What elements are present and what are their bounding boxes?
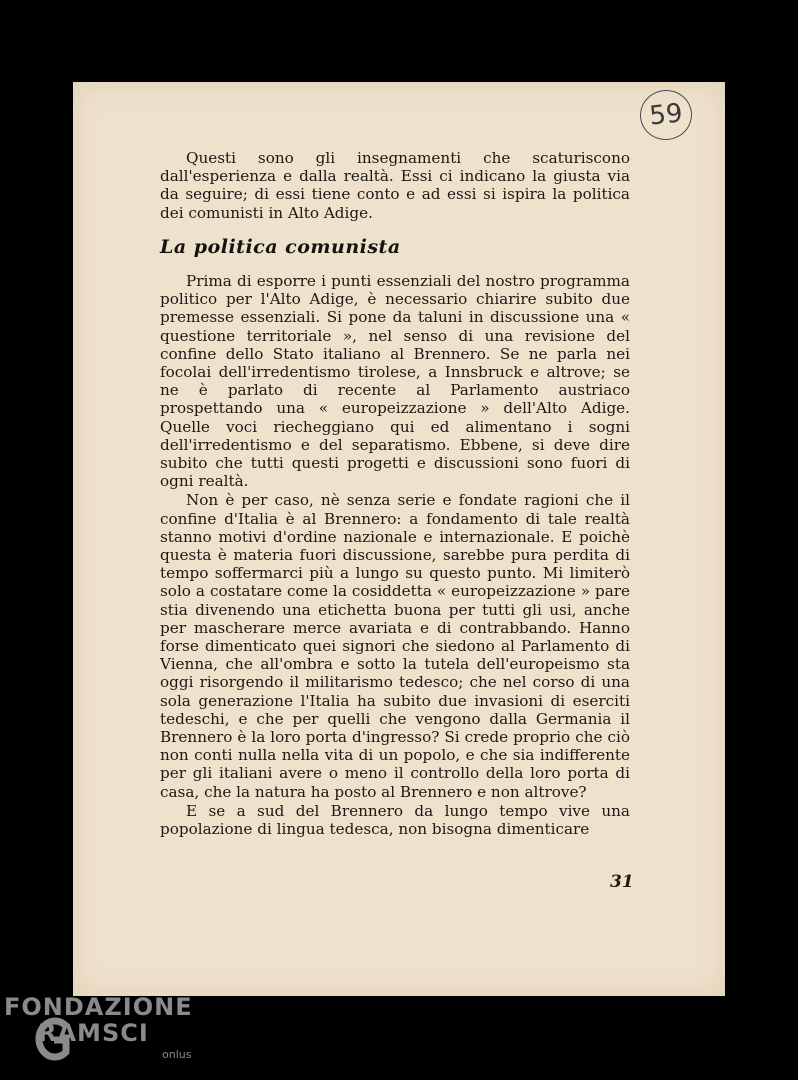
watermark-line-2: RAMSCI bbox=[38, 1019, 149, 1047]
intro-paragraph-block bbox=[160, 149, 630, 222]
section-body bbox=[160, 272, 630, 838]
body-paragraph-3: E se a sud del Brennero da lungo tempo vive una popolazione di lingua tedesca, non bisogna dimenticare bbox=[160, 801, 630, 839]
fondazione-gramsci-watermark bbox=[4, 994, 204, 1074]
handwritten-page-annotation: 59 bbox=[638, 87, 695, 142]
body-paragraph-2: Non è per caso, nè senza serie e fondate ragioni che il confine d'Italia è al Brennero: a fondamento di tale realtà stanno motivi d'ordine nazionale e internazionale. E poichè questa è materia fuori discussione, sarebbe pura perdita di tempo soffermarci più a lungo su questo punto. Mi limiterò solo a costatare come la cosiddetta « europeizzazione » pare stia divenendo una etichetta buona per tutti gli usi, anche per mascherare merce avariata e di contrabbando. Hanno forse dimenticato quei signori che siedono al Parlamento di Vienna, che all'ombra e sotto la tutela dell'europeismo sta oggi risorgendo il militarismo tedesco; che nel corso di una sola generazione l'Italia ha subito due invasioni di eserciti tedeschi, e che per quelli che vengono dalla Germania il Brennero è la loro porta d'ingresso? Si crede proprio che ciò non conti nulla nella vita di un popolo, e che sia indifferente per gli italiani avere o meno il controllo della loro porta di casa, che la natura ha posto al Brennero e non altrove? bbox=[160, 491, 630, 801]
watermark-line-3: onlus bbox=[162, 1048, 192, 1061]
watermark-line-1: FONDAZIONE bbox=[4, 993, 193, 1021]
page-number: 31 bbox=[610, 872, 634, 892]
intro-paragraph: Questi sono gli insegnamenti che scaturiscono dall'esperienza e dalla realtà. Essi ci indicano la giusta via da seguire; di essi tiene conto e ad essi si ispira la politica dei comunisti in Alto Adige. bbox=[160, 149, 630, 222]
body-paragraph-1: Prima di esporre i punti essenziali del nostro programma politico per l'Alto Adige, è necessario chiarire subito due premesse essenziali. Si pone da taluni in discussione una « questione territoriale », nel senso di una revisione del confine dello Stato italiano al Brennero. Se ne parla nei focolai dell'irredentismo tirolese, a Innsbruck e altrove; se ne è parlato di recente al Parlamento austriaco prospettando una « europeizzazione » dell'Alto Adige. Quelle voci riecheggiano qui ed alimentano i sogni dell'irredentismo e del separatismo. Ebbene, si deve dire subito che tutti questi progetti e discussioni sono fuori di ogni realtà. bbox=[160, 272, 630, 491]
section-heading: La politica comunista bbox=[160, 236, 401, 258]
